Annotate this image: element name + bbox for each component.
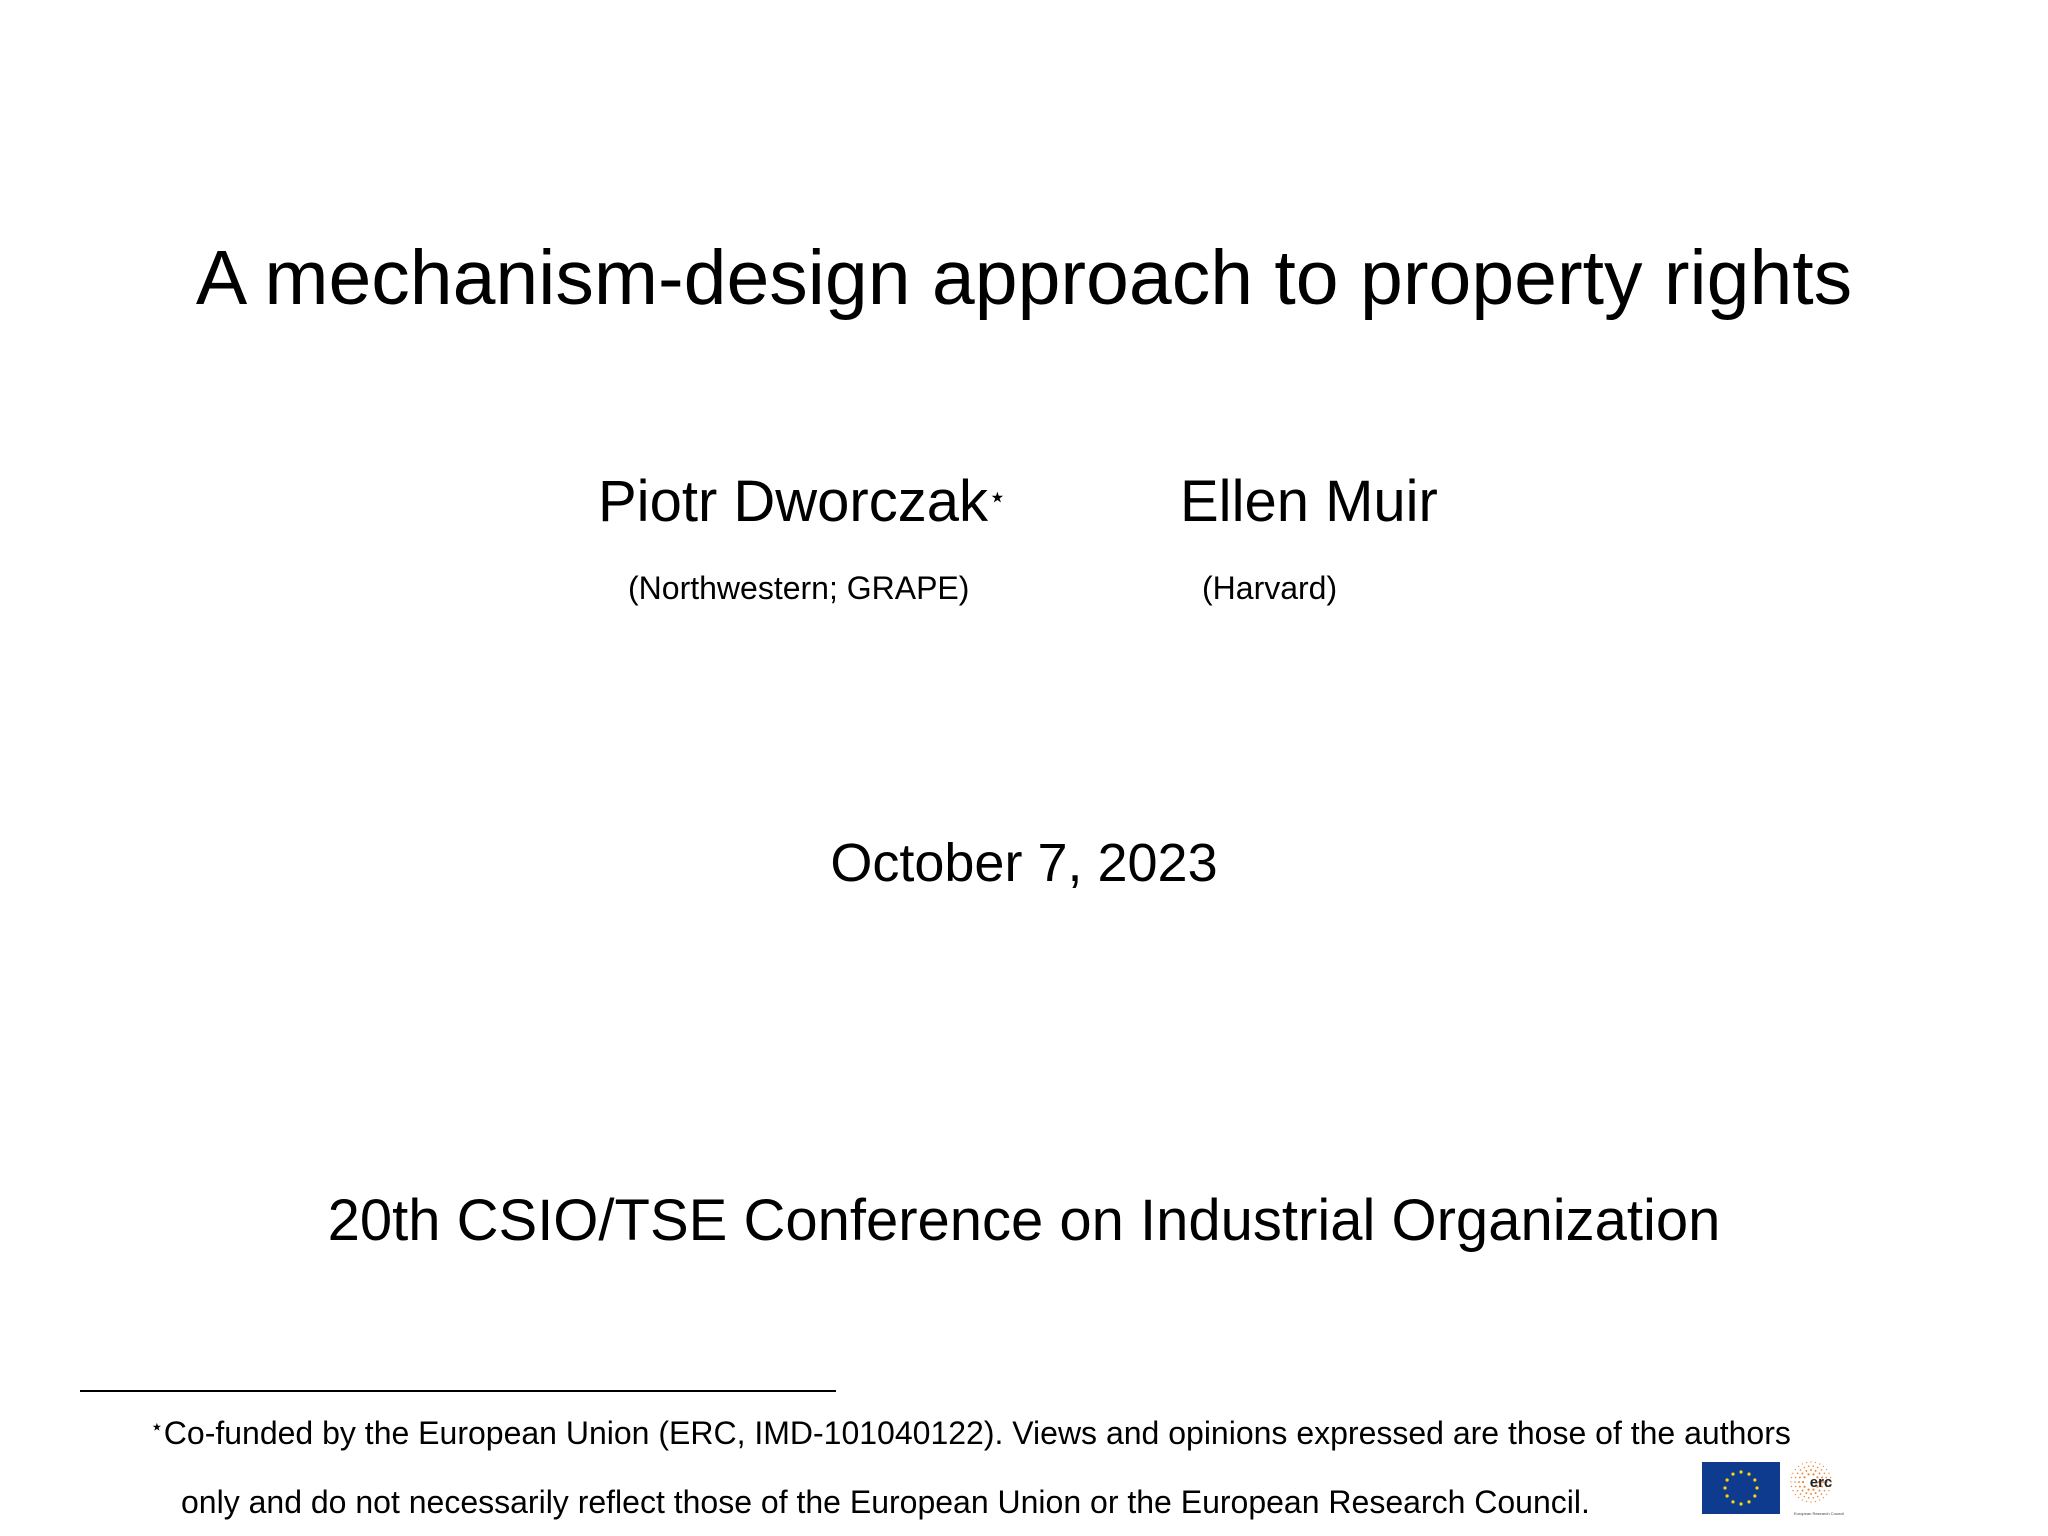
erc-dot — [1817, 1467, 1819, 1469]
erc-dot — [1804, 1467, 1806, 1469]
author-name-1: Piotr Dworczak⋆ — [598, 469, 1007, 534]
erc-dot — [1791, 1477, 1792, 1478]
eu-star-icon — [1731, 1473, 1734, 1476]
eu-star-icon — [1747, 1473, 1750, 1476]
eu-flag-icon — [1702, 1462, 1780, 1514]
erc-dot — [1810, 1501, 1811, 1502]
erc-dot — [1810, 1461, 1811, 1462]
erc-dot — [1804, 1496, 1806, 1498]
erc-dot — [1810, 1469, 1812, 1471]
eu-star-icon — [1723, 1486, 1726, 1489]
erc-dot — [1795, 1494, 1796, 1495]
erc-logo-text: erc — [1809, 1474, 1833, 1491]
eu-star-icon — [1739, 1502, 1742, 1505]
erc-dot — [1802, 1463, 1803, 1464]
erc-dot — [1792, 1490, 1793, 1491]
footnote-line-2: only and do not necessarily reflect those of the European Union or the European Research Council. — [181, 1484, 1590, 1520]
eu-star-icon — [1753, 1478, 1756, 1481]
erc-dot — [1791, 1486, 1792, 1487]
erc-dot — [1802, 1490, 1804, 1492]
erc-dot — [1826, 1494, 1827, 1495]
eu-star-icon — [1739, 1470, 1742, 1473]
erc-dot — [1815, 1462, 1816, 1463]
erc-dot — [1817, 1496, 1819, 1498]
erc-dot — [1790, 1481, 1791, 1482]
erc-dot — [1826, 1469, 1827, 1470]
erc-dot — [1798, 1466, 1799, 1467]
erc-dot — [1808, 1465, 1810, 1467]
eu-star-icon — [1726, 1478, 1729, 1481]
eu-star-icon — [1726, 1494, 1729, 1497]
erc-dot — [1805, 1470, 1807, 1472]
erc-dot — [1799, 1486, 1801, 1488]
erc-dot — [1795, 1469, 1796, 1470]
erc-dot — [1803, 1476, 1805, 1478]
erc-dot — [1802, 1499, 1803, 1500]
erc-logo-subtext: European Research Council — [1793, 1511, 1845, 1516]
footnote-divider — [80, 1390, 836, 1392]
author-name-2: Ellen Muir — [1180, 469, 1438, 534]
erc-dot — [1795, 1486, 1797, 1488]
footnote-marker: ⋆ — [150, 1414, 164, 1439]
erc-dot — [1823, 1497, 1824, 1498]
erc-dot — [1794, 1481, 1796, 1483]
erc-dot — [1821, 1469, 1823, 1471]
erc-dot — [1812, 1497, 1814, 1499]
erc-dot — [1798, 1497, 1799, 1498]
author-affiliation-2: (Harvard) — [1202, 570, 1338, 606]
erc-dot — [1819, 1463, 1820, 1464]
erc-dot — [1815, 1470, 1817, 1472]
footnote-line-1: ⋆Co-funded by the European Union (ERC, IMD-101040122). Views and opinions expressed are those of the authors — [150, 1414, 1791, 1451]
erc-dot — [1802, 1473, 1804, 1475]
eu-star-icon — [1747, 1500, 1750, 1503]
erc-dot — [1821, 1493, 1823, 1495]
erc-dot — [1815, 1492, 1817, 1494]
erc-logo — [1786, 1458, 1852, 1518]
erc-dot — [1792, 1473, 1793, 1474]
eu-star-icon — [1731, 1500, 1734, 1503]
eu-star-icon — [1755, 1486, 1758, 1489]
erc-dot — [1795, 1477, 1797, 1479]
erc-dot — [1797, 1490, 1799, 1492]
erc-dot — [1806, 1501, 1807, 1502]
erc-dot — [1823, 1466, 1824, 1467]
erc-logo-graphic — [1786, 1458, 1852, 1518]
erc-dot — [1803, 1486, 1805, 1488]
erc-dot — [1797, 1473, 1799, 1475]
erc-dot — [1808, 1497, 1810, 1499]
author-affiliation-1: (Northwestern; GRAPE) — [628, 570, 970, 606]
slide-title: A mechanism-design approach to property rights — [195, 235, 1853, 321]
erc-dot — [1800, 1469, 1802, 1471]
conference-name: 20th CSIO/TSE Conference on Industrial Organization — [327, 1188, 1721, 1253]
presentation-date: October 7, 2023 — [830, 833, 1218, 893]
erc-dot — [1805, 1492, 1807, 1494]
author-footnote-marker: ⋆ — [987, 481, 1007, 514]
erc-dot — [1799, 1476, 1801, 1478]
erc-dot — [1806, 1462, 1807, 1463]
eu-star-icon — [1753, 1494, 1756, 1497]
erc-dot — [1819, 1499, 1820, 1500]
erc-dot — [1812, 1465, 1814, 1467]
eu-stars-circle — [1702, 1462, 1780, 1514]
erc-dot — [1810, 1493, 1812, 1495]
erc-dot — [1800, 1493, 1802, 1495]
erc-dot — [1802, 1481, 1804, 1483]
erc-dot — [1815, 1501, 1816, 1502]
erc-dot — [1798, 1481, 1800, 1483]
